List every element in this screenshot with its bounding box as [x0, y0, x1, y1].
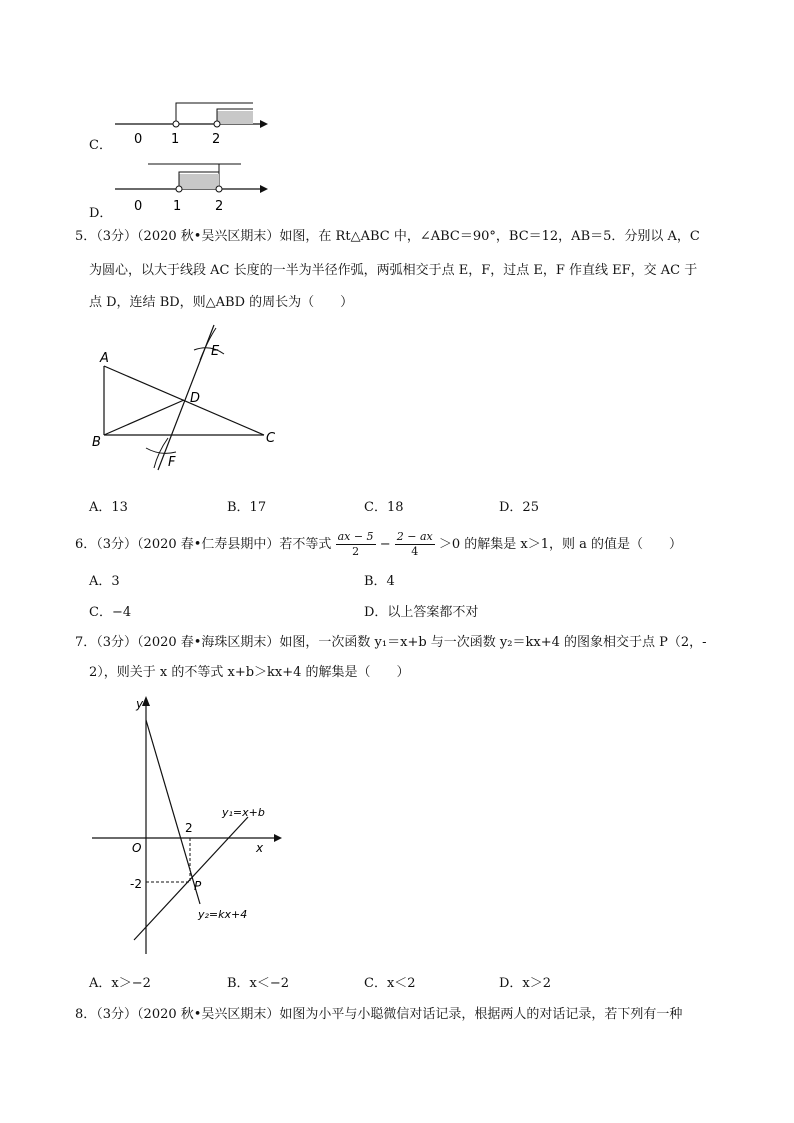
svg-text:2: 2 [215, 199, 224, 214]
svg-text:y: y [136, 697, 144, 711]
svg-text:1: 1 [173, 199, 182, 214]
q6-line: 6．（3分）（2020 春•仁寿县期中）若不等式 $\frac{ax - 5}{2}$ − $\frac{2 - ax}{4}$ ＞0 的解集是 x＞1，则 a 的值是（ ） [75, 530, 683, 558]
svg-text:O: O [132, 841, 142, 855]
function-graph [88, 692, 288, 957]
svg-text:x: x [256, 841, 264, 855]
q5-option-b[interactable]: B．17 [227, 500, 267, 515]
number-line-d [110, 160, 270, 215]
q5-option-d[interactable]: D．25 [499, 500, 539, 515]
option-c-label: C． [89, 138, 112, 153]
number-line-c [110, 98, 270, 148]
q7-option-d[interactable]: D．x＞2 [499, 976, 552, 991]
q5-option-c[interactable]: C．18 [364, 500, 404, 515]
svg-text:0: 0 [134, 199, 143, 214]
q6-option-b[interactable]: B．4 [364, 574, 395, 589]
fraction-1: $\frac{ax - 5}{2}$ [337, 530, 374, 558]
svg-text:y₁=x+b: y₁=x+b [222, 806, 265, 819]
q6-option-c[interactable]: C．−4 [89, 605, 132, 620]
svg-text:C: C [266, 431, 276, 446]
svg-text:D: D [190, 391, 201, 406]
triangle-figure [88, 320, 288, 475]
option-d-label: D． [89, 206, 113, 221]
svg-text:E: E [211, 344, 220, 359]
q5-line2: 为圆心，以大于线段 AC 长度的一半为半径作弧，两弧相交于点 E，F，过点 E，F 作直线 EF，交 AC 于 [89, 263, 698, 278]
svg-text:P: P [194, 879, 202, 893]
svg-text:B: B [92, 435, 101, 450]
tick-0: 0 [134, 132, 143, 147]
svg-text:-2: -2 [130, 877, 142, 891]
q7-option-a[interactable]: A．x＞−2 [89, 976, 151, 991]
q6-option-d[interactable]: D．以上答案都不对 [364, 605, 479, 620]
tick-2: 2 [212, 132, 221, 147]
q8-line1: 8．（3分）（2020 秋•吴兴区期末）如图为小平与小聪微信对话记录，根据两人的对话记录，若下列有一种 [75, 1007, 683, 1022]
svg-text:A: A [100, 351, 109, 366]
q5-line3: 点 D，连结 BD，则△ABD 的周长为（ ） [89, 295, 354, 310]
fraction-2: $\frac{2 - ax}{4}$ [396, 530, 433, 558]
svg-text:2: 2 [185, 821, 193, 835]
q5-option-a[interactable]: A．13 [89, 500, 128, 515]
svg-text:F: F [168, 455, 176, 470]
svg-text:y₂=kx+4: y₂=kx+4 [198, 908, 248, 921]
q7-line2: 2），则关于 x 的不等式 x+b＞kx+4 的解集是（ ） [89, 665, 410, 680]
q7-line1: 7．（3分）（2020 春•海珠区期末）如图，一次函数 y₁＝x+b 与一次函数 y₂＝kx+4 的图象相交于点 P（2，- [75, 635, 707, 650]
q7-option-c[interactable]: C．x＜2 [364, 976, 416, 991]
tick-1: 1 [171, 132, 180, 147]
q5-line1: 5．（3分）（2020 秋•吴兴区期末）如图，在 Rt△ABC 中，∠ABC＝90°，BC＝12，AB＝5．分别以 A，C [75, 229, 700, 244]
q6-option-a[interactable]: A．3 [89, 574, 120, 589]
q7-option-b[interactable]: B．x＜−2 [227, 976, 290, 991]
